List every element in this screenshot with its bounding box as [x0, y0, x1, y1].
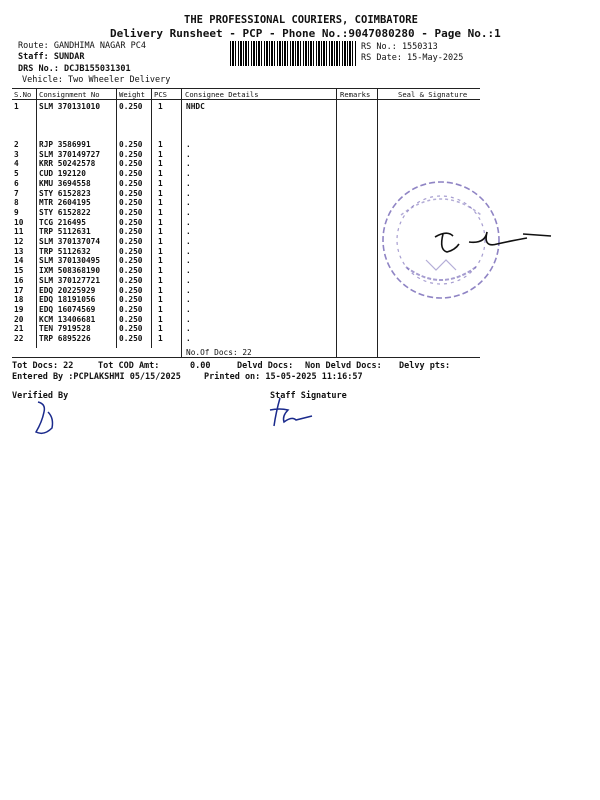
cell-details: . [186, 334, 191, 343]
cell-weight: 0.250 [119, 207, 143, 217]
cell-details: . [186, 246, 191, 256]
cell-cons: SLM 370137074 [39, 237, 101, 246]
cell-details: . [186, 256, 191, 266]
cell-details: . [186, 207, 191, 217]
cell-cons: KCM 13406681 [39, 314, 96, 324]
cell-weight: 0.250 [119, 334, 143, 343]
drs-label: DRS No.: DCJB155031301 [18, 64, 131, 74]
col-divider [181, 88, 182, 357]
cell-pcs: 1 [158, 227, 163, 237]
cell-sno: 13 [14, 246, 24, 256]
cell-sno: 10 [14, 217, 24, 227]
cell-details: . [186, 217, 191, 227]
cell-cons: EDQ 16074569 [39, 304, 96, 314]
barcode [230, 41, 356, 66]
cell-pcs: 1 [158, 237, 163, 246]
header-remarks: Remarks [340, 90, 371, 99]
cell-sno: 18 [14, 295, 24, 305]
tot-docs: Tot Docs: 22 [12, 361, 74, 371]
cell-pcs: 1 [158, 275, 163, 285]
cell-weight: 0.250 [119, 246, 143, 256]
header-sno: S.No [14, 90, 32, 99]
verified-signature-icon [30, 398, 60, 440]
cell-weight: 0.250 [119, 237, 143, 246]
cell-pcs: 1 [158, 324, 163, 334]
cell-weight: 0.250 [119, 275, 143, 285]
col-divider [151, 88, 152, 348]
table-header-border [12, 99, 480, 100]
cell-details: NHDC [186, 102, 205, 111]
cell-cons: MTR 2604195 [39, 198, 91, 208]
cell-cons: TCG 216495 [39, 217, 86, 227]
cell-details: . [186, 314, 191, 324]
header-seal: Seal & Signature [398, 90, 468, 99]
cell-sno: 6 [14, 178, 19, 188]
cell-details: . [186, 304, 191, 314]
cell-details: . [186, 178, 191, 188]
cell-cons: SLM 370127721 [39, 275, 101, 285]
cell-cons: STY 6152823 [39, 188, 91, 198]
cell-sno: 15 [14, 266, 24, 276]
cell-sno: 14 [14, 256, 24, 266]
cell-sno: 11 [14, 227, 24, 237]
cell-weight: 0.250 [119, 159, 143, 169]
cell-sno: 7 [14, 188, 19, 198]
non-delvd-docs: Non Delvd Docs: [305, 361, 382, 371]
cell-details: . [186, 324, 191, 334]
cell-cons: STY 6152822 [39, 207, 91, 217]
cell-weight: 0.250 [119, 285, 143, 295]
cell-details: . [186, 169, 191, 179]
cell-sno: 1 [14, 102, 19, 111]
cell-weight: 0.250 [119, 178, 143, 188]
cell-cons: SLM 370130495 [39, 256, 101, 266]
cell-pcs: 1 [158, 304, 163, 314]
cell-pcs: 1 [158, 140, 163, 149]
cell-details: . [186, 275, 191, 285]
cell-weight: 0.250 [119, 304, 143, 314]
cell-weight: 0.250 [119, 149, 143, 159]
cell-weight: 0.250 [119, 198, 143, 208]
cell-pcs: 1 [158, 314, 163, 324]
cell-weight: 0.250 [119, 227, 143, 237]
cell-pcs: 1 [158, 266, 163, 276]
cell-cons: SLM 370149727 [39, 149, 101, 159]
cell-cons: EDQ 20225929 [39, 285, 96, 295]
cell-sno: 20 [14, 314, 24, 324]
cell-details: . [186, 295, 191, 305]
cell-sno: 2 [14, 140, 19, 149]
cell-details: . [186, 159, 191, 169]
staff-signature-icon [266, 396, 316, 432]
receiver-signature-icon [425, 222, 555, 262]
cell-pcs: 1 [158, 169, 163, 179]
company-title: THE PROFESSIONAL COURIERS, COIMBATORE [184, 14, 418, 26]
cell-cons: TEN 7919528 [39, 324, 91, 334]
table-bottom-border [12, 357, 480, 358]
route-label: Route: GANDHIMA NAGAR PC4 [18, 41, 146, 51]
cell-details: . [186, 188, 191, 198]
cell-pcs: 1 [158, 217, 163, 227]
cell-pcs: 1 [158, 159, 163, 169]
cell-pcs: 1 [158, 149, 163, 159]
printed-on: Printed on: 15-05-2025 11:16:57 [204, 372, 363, 382]
entered-by: Entered By :PCPLAKSHMI 05/15/2025 [12, 372, 181, 382]
cell-sno: 17 [14, 285, 24, 295]
cell-weight: 0.250 [119, 256, 143, 266]
cell-pcs: 1 [158, 198, 163, 208]
cell-weight: 0.250 [119, 314, 143, 324]
col-divider [116, 88, 117, 348]
tot-cod-value: 0.00 [190, 361, 211, 371]
cell-cons: IXM 508368190 [39, 266, 101, 276]
table-top-border [12, 88, 480, 89]
cell-sno: 12 [14, 237, 24, 246]
staff-label: Staff: SUNDAR [18, 52, 85, 62]
header-consignee: Consignee Details [185, 90, 259, 99]
cell-sno: 8 [14, 198, 19, 208]
rs-date: RS Date: 15-May-2025 [361, 53, 464, 63]
cell-sno: 16 [14, 275, 24, 285]
col-divider [336, 88, 337, 357]
cell-weight: 0.250 [119, 217, 143, 227]
cell-weight: 0.250 [119, 324, 143, 334]
cell-cons: KRR 50242578 [39, 159, 96, 169]
cell-pcs: 1 [158, 246, 163, 256]
cell-weight: 0.250 [119, 295, 143, 305]
rs-no: RS No.: 1550313 [361, 42, 438, 52]
header-consignment: Consignment No [39, 90, 100, 99]
cell-cons: TRP 5112632 [39, 246, 91, 256]
cell-cons: KMU 3694558 [39, 178, 91, 188]
cell-details: . [186, 198, 191, 208]
cell-pcs: 1 [158, 295, 163, 305]
header-pcs: PCS [154, 90, 167, 99]
header-weight: Weight [119, 90, 145, 99]
cell-details: . [186, 149, 191, 159]
cell-details: . [186, 227, 191, 237]
runsheet-subtitle: Delivery Runsheet - PCP - Phone No.:9047080280 - Page No.:1 [110, 27, 501, 40]
no-of-docs: No.Of Docs: 22 [186, 348, 252, 357]
cell-pcs: 1 [158, 207, 163, 217]
cell-details: . [186, 266, 191, 276]
verified-by-label: Verified By [12, 391, 69, 401]
cell-weight: 0.250 [119, 188, 143, 198]
cell-pcs: 1 [158, 285, 163, 295]
delvd-docs: Delvd Docs: [237, 361, 294, 371]
cell-weight: 0.250 [119, 102, 143, 111]
cell-cons: CUD 192120 [39, 169, 86, 179]
cell-sno: 5 [14, 169, 19, 179]
cell-details: . [186, 140, 191, 149]
staff-signature-label: Staff Signature [270, 391, 347, 401]
delvy-pts: Delvy pts: [399, 361, 451, 371]
tot-cod-label: Tot COD Amt: [98, 361, 160, 371]
cell-cons: RJP 3586991 [39, 140, 91, 149]
vehicle-label: Vehicle: Two Wheeler Delivery [22, 75, 171, 85]
cell-sno: 9 [14, 207, 19, 217]
cell-cons: TRP 5112631 [39, 227, 91, 237]
cell-sno: 4 [14, 159, 19, 169]
cell-details: . [186, 285, 191, 295]
cell-weight: 0.250 [119, 266, 143, 276]
cell-pcs: 1 [158, 256, 163, 266]
cell-sno: 19 [14, 304, 24, 314]
cell-pcs: 1 [158, 102, 163, 111]
cell-pcs: 1 [158, 188, 163, 198]
col-divider [36, 88, 37, 348]
cell-pcs: 1 [158, 334, 163, 343]
cell-cons: EDQ 18191056 [39, 295, 96, 305]
cell-cons: SLM 370131010 [39, 102, 101, 111]
cell-pcs: 1 [158, 178, 163, 188]
cell-weight: 0.250 [119, 140, 143, 149]
cell-sno: 22 [14, 334, 24, 343]
cell-sno: 3 [14, 149, 19, 159]
cell-cons: TRP 6895226 [39, 334, 91, 343]
cell-details: . [186, 237, 191, 246]
cell-sno: 21 [14, 324, 24, 334]
cell-weight: 0.250 [119, 169, 143, 179]
